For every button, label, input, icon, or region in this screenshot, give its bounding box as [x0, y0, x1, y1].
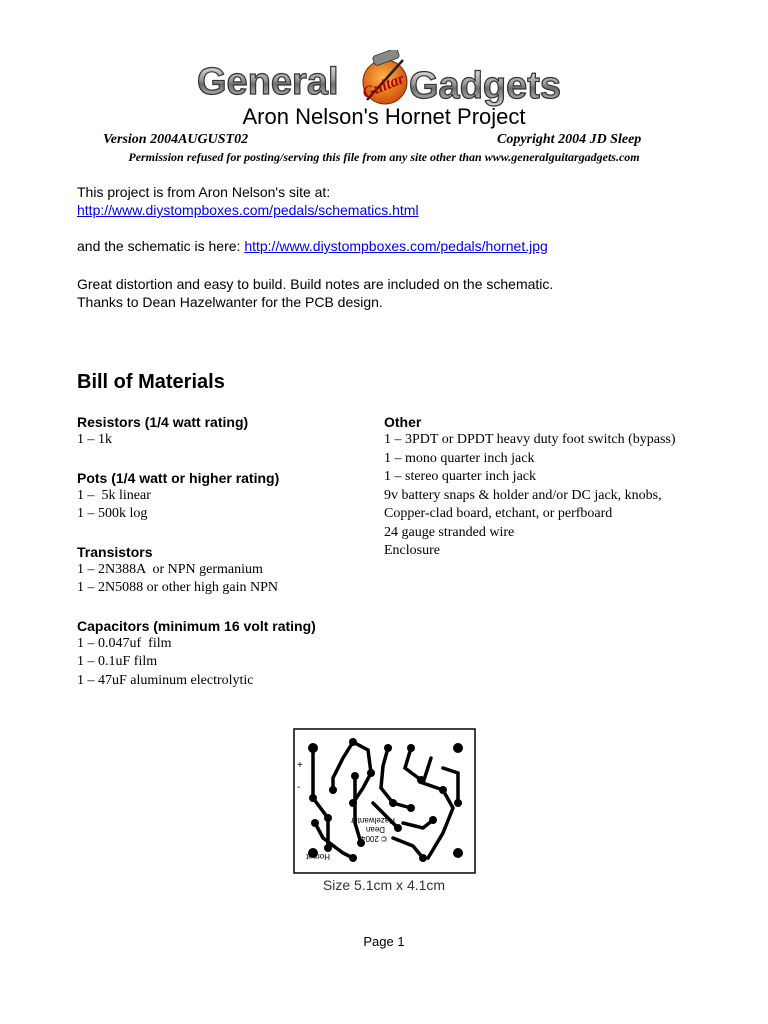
bom-item-list	[77, 431, 367, 450]
logo-word-general: General	[197, 61, 339, 103]
general-guitar-gadgets-logo	[193, 50, 575, 110]
logo-word-gadgets: Gadgets	[409, 65, 562, 107]
bom-item: 1 – stereo quarter inch jack	[384, 469, 536, 484]
page-title: Aron Nelson's Hornet Project	[242, 104, 526, 129]
intro-line: This project is from Aron Nelson's site at:	[77, 184, 331, 200]
bom-item: Enclosure	[384, 543, 440, 558]
schematics-link[interactable]: http://www.diystompboxes.com/pedals/schematics.html	[77, 202, 419, 218]
bom-item: 24 gauge stranded wire	[384, 524, 515, 540]
pcb-minus-label: -	[297, 782, 301, 793]
section-gap	[77, 524, 367, 543]
bom-section-heading: Other	[384, 414, 422, 430]
bom-item: 1 – 0.1uF film	[77, 654, 158, 669]
schematic-prefix: and the schematic is here:	[77, 238, 245, 254]
intro-paragraph	[77, 183, 419, 219]
permission-notice: Permission refused for posting/serving this file from any site other than www.generalguitargadgets.com	[128, 150, 640, 164]
section-gap	[77, 450, 367, 469]
bom-item: 1 – 1k	[77, 432, 112, 447]
bom-section-heading: Capacitors (minimum 16 volt rating)	[77, 617, 316, 634]
section-gap	[77, 598, 367, 617]
version-text: Version 2004AUGUST02	[103, 132, 249, 147]
bom-item: 1 – 0.047uf film	[77, 635, 172, 651]
hornet-schematic-link[interactable]: http://www.diystompboxes.com/pedals/hornet.jpg	[244, 238, 548, 254]
bom-section-heading: Pots (1/4 watt or higher rating)	[77, 469, 280, 486]
bom-item-list	[77, 561, 367, 598]
pcb-graphic	[293, 728, 476, 874]
bom-section-heading: Resistors (1/4 watt rating)	[77, 414, 249, 430]
bom-item: 1 – 2N5088 or other high gain NPN	[77, 580, 279, 595]
logo-word-guitar: Guitar	[360, 70, 407, 103]
description-line-1: Great distortion and easy to build. Build notes are included on the schematic.	[77, 276, 554, 292]
bom-item-list	[384, 431, 684, 561]
bom-item-list	[77, 487, 367, 524]
pcb-size-caption: Size 5.1cm x 4.1cm	[322, 877, 446, 893]
description-line-2: Thanks to Dean Hazelwanter for the PCB design.	[77, 294, 383, 310]
bom-right-column	[384, 413, 684, 561]
pcb-credit-line-1: © 2004	[361, 834, 387, 843]
pcb-layout-image	[293, 728, 476, 874]
bom-item: 1 – mono quarter inch jack	[384, 450, 535, 466]
bom-left-column	[77, 413, 367, 690]
pcb-board-label: Hornet	[305, 852, 330, 861]
logo-graphic	[193, 50, 575, 110]
bom-item: 1 – 500k log	[77, 506, 148, 521]
bom-item: 1 – 3PDT or DPDT heavy duty foot switch (bypass)	[384, 432, 676, 447]
page-number: Page 1	[363, 934, 405, 949]
bom-item: 1 – 5k linear	[77, 487, 151, 503]
pcb-credit-line-3: Hazelwanter	[350, 816, 395, 825]
schematic-paragraph	[77, 237, 548, 255]
bom-item: 1 – 47uF aluminum electrolytic	[77, 672, 254, 688]
copyright-text: Copyright 2004 JD Sleep	[497, 132, 642, 147]
bom-item-list	[77, 635, 367, 691]
pcb-plus-label: +	[297, 760, 303, 771]
bom-title: Bill of Materials	[77, 371, 225, 393]
pcb-credit-line-2: Dean	[365, 825, 385, 834]
bom-section-heading: Transistors	[77, 543, 153, 560]
bom-item: 1 – 2N388A or NPN germanium	[77, 561, 263, 577]
description-paragraph	[77, 275, 553, 311]
bom-item: 9v battery snaps & holder and/or DC jack, knobs, Copper-clad board, etchant, or perfboard	[384, 487, 666, 521]
